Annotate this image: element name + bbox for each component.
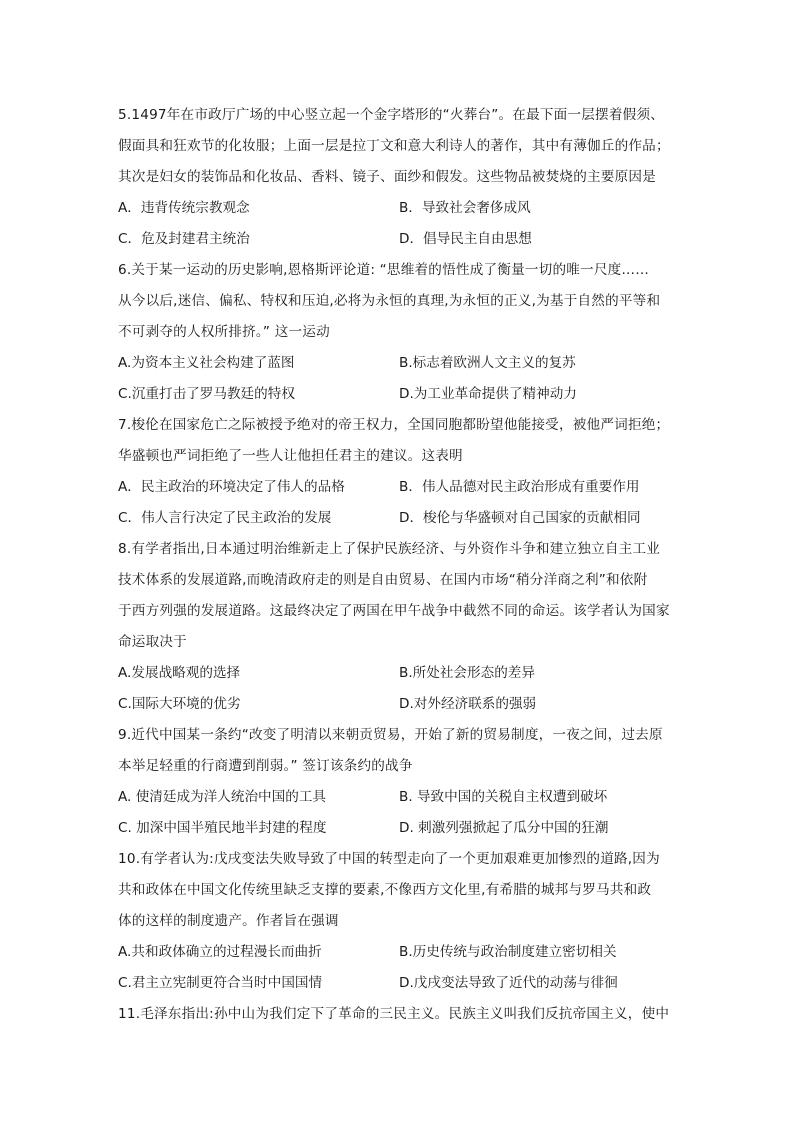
- option-c: C．危及封建君主统治: [118, 231, 250, 247]
- question-text-line: 9.近代中国某一条约“改变了明清以来朝贡贸易，开始了新的贸易制度，一夜之间，过去原: [118, 727, 663, 743]
- question-text-line: 10.有学者认为:戊戌变法失败导致了中国的转型走向了一个更加艰难更加惨烈的道路,因为: [118, 851, 660, 867]
- option-c: C．伟人言行决定了民主政治的发展: [118, 510, 332, 526]
- question-9: [118, 720, 680, 844]
- option-a: A.为资本主义社会构建了蓝图: [118, 355, 295, 371]
- option-c: C.君主立宪制更符合当时中国国情: [118, 975, 323, 991]
- option-b: B.所处社会形态的差异: [399, 665, 535, 681]
- question-text-line: 7.梭伦在国家危亡之际被授予绝对的帝王权力，全国同胞都盼望他能接受，被他严词拒绝；: [118, 417, 670, 433]
- option-a: A．违背传统宗教观念: [118, 200, 250, 216]
- options-row: [118, 689, 680, 720]
- question-text-line: 假面具和狂欢节的化妆服；上面一层是拉丁文和意大利诗人的著作，其中有薄伽丘的作品；: [118, 138, 670, 154]
- options-row: [118, 348, 680, 379]
- option-a: A.发展战略观的选择: [118, 665, 241, 681]
- options-row: [118, 658, 680, 689]
- question-text-line: 6.关于某一运动的历史影响,恩格斯评论道: “思维着的悟性成了衡量一切的唯一尺度……: [118, 262, 650, 278]
- question-11: [118, 999, 680, 1030]
- options-row: [118, 503, 680, 534]
- option-d: D. 刺激列强掀起了瓜分中国的狂潮: [399, 820, 609, 836]
- question-text-line: 于西方列强的发展道路。这最终决定了两国在甲午战争中截然不同的命运。该学者认为国家: [118, 603, 670, 619]
- question-7: [118, 410, 680, 534]
- option-d: D．梭伦与华盛顿对自己国家的贡献相同: [399, 510, 641, 526]
- option-d: D.为工业革命提供了精神动力: [399, 386, 577, 402]
- options-row: [118, 379, 680, 410]
- options-row: [118, 937, 680, 968]
- options-row: [118, 472, 680, 503]
- option-b: B. 导致中国的关税自主权遭到破坏: [399, 789, 608, 805]
- option-b: B．伟人品德对民主政治形成有重要作用: [399, 479, 640, 495]
- question-text-line: 不可剥夺的人权所排挤。” 这一运动: [118, 324, 330, 340]
- options-row: [118, 193, 680, 224]
- option-b: B.标志着欧洲人文主义的复苏: [399, 355, 576, 371]
- question-text-line: 本举足轻重的行商遭到削弱。” 签订该条约的战争: [118, 758, 413, 774]
- question-8: [118, 534, 680, 720]
- options-row: [118, 968, 680, 999]
- option-c: C. 加深中国半殖民地半封建的程度: [118, 820, 327, 836]
- question-10: [118, 844, 680, 999]
- option-d: D.对外经济联系的强弱: [399, 696, 537, 712]
- option-a: A. 使清廷成为洋人统治中国的工具: [118, 789, 327, 805]
- options-row: [118, 813, 680, 844]
- question-text-line: 华盛顿也严词拒绝了一些人让他担任君主的建议。这表明: [118, 448, 463, 464]
- question-text-line: 11.毛泽东指出:孙中山为我们定下了革命的三民主义。民族主义叫我们反抗帝国主义，使中: [118, 1006, 670, 1022]
- option-c: C.沉重打击了罗马教廷的特权: [118, 386, 295, 402]
- question-text-line: 共和政体在中国文化传统里缺乏支撑的要素,不像西方文化里,有希腊的城邦与罗马共和政: [118, 882, 652, 898]
- option-d: D.戊戌变法导致了近代的动荡与徘徊: [399, 975, 618, 991]
- question-list: [118, 100, 680, 1030]
- question-6: [118, 255, 680, 410]
- question-text-line: 技术体系的发展道路,而晚清政府走的则是自由贸易、在国内市场“稍分洋商之利”和依附: [118, 572, 648, 588]
- question-text-line: 5.1497年在市政厅广场的中心竖立起一个金字塔形的“火葬台”。在最下面一层摆着假须、: [118, 107, 665, 123]
- question-5: [118, 100, 680, 255]
- question-text-line: 体的这样的制度遗产。作者旨在强调: [118, 913, 339, 929]
- question-text-line: 从今以后,迷信、偏私、特权和压迫,必将为永恒的真理,为永恒的正义,为基于自然的平等和: [118, 293, 661, 309]
- options-row: [118, 224, 680, 255]
- option-a: A.共和政体确立的过程漫长而曲折: [118, 944, 322, 960]
- question-text-line: 其次是妇女的装饰品和化妆品、香料、镜子、面纱和假发。这些物品被焚烧的主要原因是: [118, 169, 656, 185]
- question-text-line: 8.有学者指出,日本通过明治维新走上了保护民族经济、与外资作斗争和建立独立自主工业: [118, 541, 661, 557]
- question-text-line: 命运取决于: [118, 634, 187, 650]
- option-c: C.国际大环境的优劣: [118, 696, 241, 712]
- option-d: D．倡导民主自由思想: [399, 231, 532, 247]
- options-row: [118, 782, 680, 813]
- option-a: A．民主政治的环境决定了伟人的品格: [118, 479, 345, 495]
- option-b: B．导致社会奢侈成风: [399, 200, 531, 216]
- option-b: B.历史传统与政治制度建立密切相关: [399, 944, 617, 960]
